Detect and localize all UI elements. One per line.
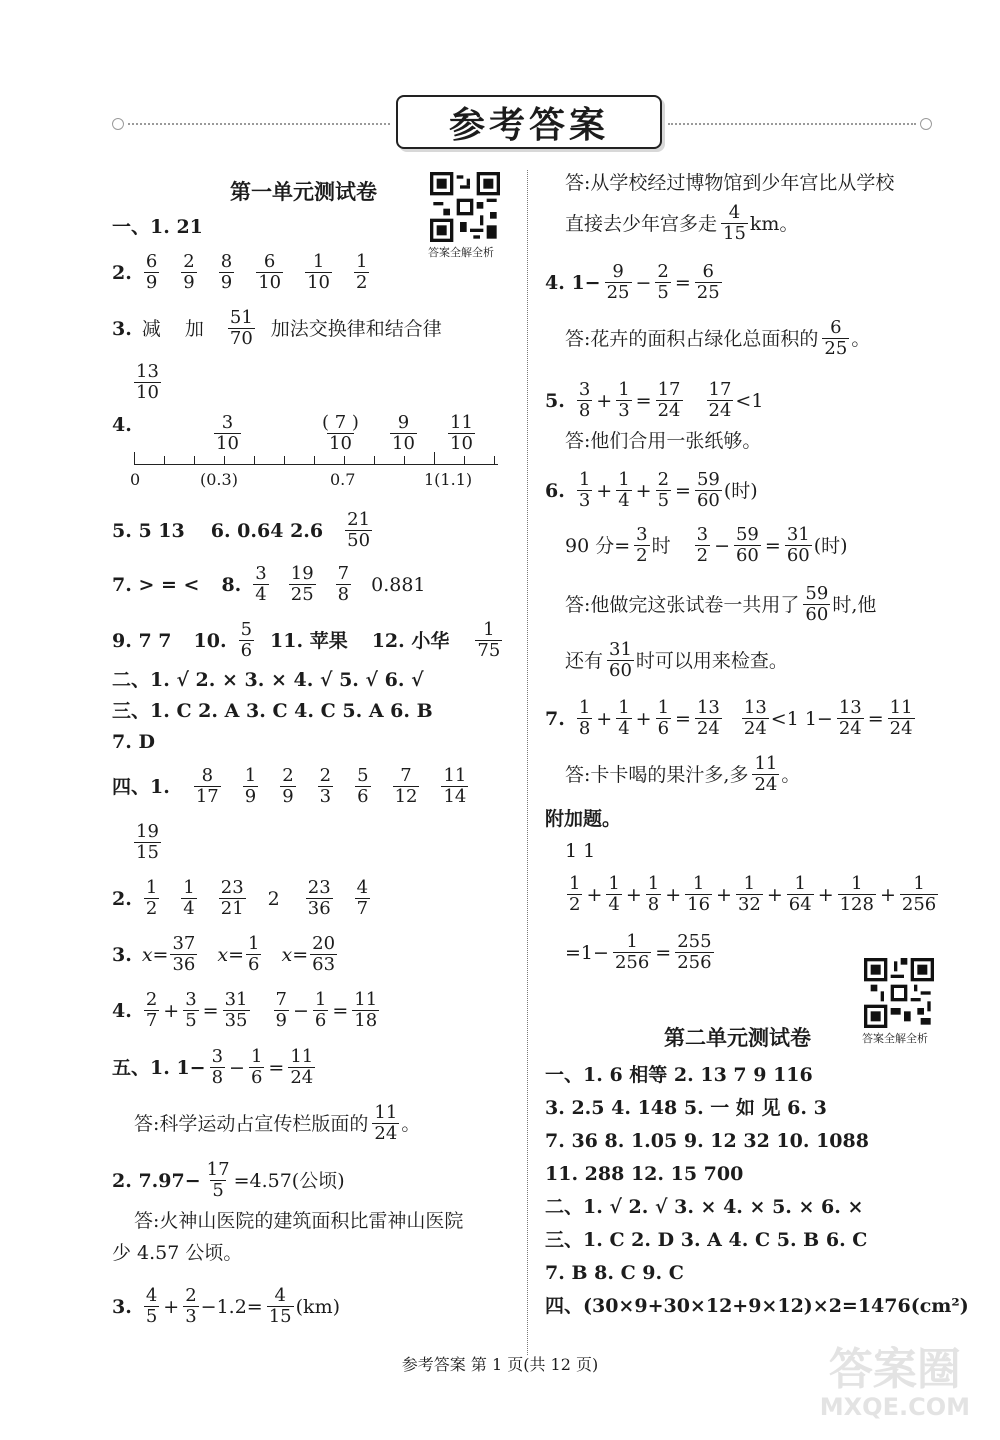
answer-text: 答:他做完这张试卷一共用了 [565, 593, 800, 616]
fraction: $\frac{23}{36}$ [307, 877, 331, 919]
r-q4-label: 4. 1− [545, 271, 601, 294]
u2-row-8: 四、(30×9+30×12+9×12)×2=1476(cm²) [545, 1295, 969, 1317]
u1-four-2-label: 2. [112, 887, 132, 910]
number-line-tick [404, 456, 405, 464]
u1-choice-row-2: 7. D [112, 731, 155, 753]
fraction: $\frac{11}{24}$ [374, 1102, 398, 1144]
u1-row-five-1 [112, 1047, 317, 1088]
fraction: $\frac{1}{75}$ [477, 619, 501, 661]
u1-four-3-label: 3. [112, 943, 132, 966]
page-footer: 参考答案 第 1 页(共 12 页) [401, 1355, 599, 1374]
operator: = [764, 534, 781, 557]
extra-title: 附加题。 [545, 808, 622, 830]
r-answer-6b [565, 640, 798, 681]
u1-q2-label: 2. [112, 261, 132, 284]
variable-x: x= [281, 943, 309, 966]
fraction: $\frac{3}{2}$ [696, 524, 709, 566]
fraction: $\frac{1}{2}$ [356, 251, 368, 293]
number-line-tick [464, 456, 465, 464]
fraction: $\frac{7}{9}$ [275, 989, 287, 1031]
fraction: $\frac{( 7 )}{10}$ [322, 412, 359, 454]
u1-five-3-label: 3. [112, 1295, 132, 1318]
u1-q12: 12. 小华 [371, 629, 450, 652]
r-answer-6a [565, 584, 886, 625]
number-line-tick [134, 452, 135, 464]
u1-answer-2a: 答:火神山医院的建筑面积比雷神山医院 [134, 1210, 464, 1232]
header-left-dash [128, 123, 390, 125]
u1-row-four-3 [112, 934, 339, 975]
u1-row-7 [112, 564, 436, 605]
unit2-title: 第二单元测试卷 [664, 1026, 811, 1050]
fraction: $\frac{23}{21}$ [220, 877, 244, 919]
fraction: $\frac{9}{10}$ [392, 412, 415, 454]
operator: + [817, 883, 834, 906]
number-line-label: 1(1.1) [424, 470, 473, 489]
fraction: $\frac{13}{24}$ [743, 697, 767, 739]
fraction: $\frac{3}{8}$ [211, 1046, 224, 1088]
extra-row-1: 1 1 [565, 840, 596, 862]
fraction: $\frac{17}{5}$ [206, 1159, 230, 1201]
u2-row-4: 11. 288 12. 15 700 [545, 1163, 744, 1185]
fraction: $\frac{5}{6}$ [240, 619, 253, 661]
fraction: $\frac{1}{8}$ [578, 697, 591, 739]
u1-row-3b [132, 362, 163, 403]
number-line-tick [494, 456, 495, 464]
comparison: <1 [735, 389, 764, 412]
qr-code-unit1 [430, 172, 500, 242]
u2-row-5: 二、1. √ 2. √ 3. × 4. × 5. × 6. × [545, 1196, 864, 1218]
fraction: $\frac{1}{16}$ [687, 873, 711, 915]
u1-answer-1 [134, 1103, 430, 1144]
equation-part: 90 分= [565, 534, 631, 557]
r-row-6b [565, 525, 858, 566]
u1-q8-value: 0.881 [371, 573, 426, 596]
u1-q7: 7. > = < [112, 573, 200, 596]
fraction: $\frac{1}{256}$ [614, 931, 650, 973]
fraction: $\frac{13}{24}$ [696, 697, 720, 739]
operator: + [635, 479, 652, 502]
qr-code-unit2 [864, 958, 934, 1028]
u1-q3-c: 加法交换律和结合律 [270, 317, 442, 340]
fraction: $\frac{2}{5}$ [657, 261, 669, 303]
u1-row-four-2 [112, 878, 372, 919]
operator: + [635, 707, 652, 730]
equation-result: =4.57(公顷) [233, 1169, 345, 1192]
fraction: $\frac{3}{2}$ [636, 524, 648, 566]
number-line-tick [434, 452, 435, 464]
fraction: $\frac{8}{9}$ [220, 251, 233, 293]
fraction: $\frac{2}{7}$ [145, 989, 158, 1031]
fraction: $\frac{1}{64}$ [788, 873, 812, 915]
number-line-tick [194, 456, 195, 464]
fraction: $\frac{255}{256}$ [677, 931, 712, 973]
comparison: <1 1− [770, 707, 833, 730]
operator: − [714, 534, 730, 557]
variable-x: x= [141, 943, 169, 966]
r-answer-4 [565, 318, 880, 359]
fraction: $\frac{2}{3}$ [319, 765, 332, 807]
fraction: $\frac{31}{60}$ [609, 639, 632, 681]
fraction: $\frac{21}{50}$ [347, 509, 371, 551]
r-row-6 [545, 470, 768, 511]
column-divider [527, 170, 528, 1355]
fraction: $\frac{3}{8}$ [578, 379, 591, 421]
r-answer-3a: 答:从学校经过博物馆到少年宫比从学校 [565, 172, 895, 194]
operator: + [665, 883, 682, 906]
u2-row-1: 一、1. 6 相等 2. 13 7 9 116 [545, 1064, 813, 1086]
fraction: $\frac{7}{8}$ [337, 563, 350, 605]
unit-text: (时) [813, 534, 848, 557]
u1-q3-label: 3. [112, 317, 132, 340]
fraction: $\frac{1}{10}$ [307, 251, 331, 293]
fraction: $\frac{1}{2}$ [569, 873, 581, 915]
qr-label-unit1: 答案全解全析 [428, 246, 494, 259]
u1-row-1 [112, 214, 213, 240]
operator: = [268, 1056, 285, 1079]
fraction: $\frac{1}{4}$ [618, 697, 630, 739]
fraction: $\frac{31}{35}$ [224, 989, 248, 1031]
fraction: $\frac{51}{70}$ [229, 307, 253, 349]
answer-text: 时,他 [832, 593, 877, 616]
u2-row-7: 7. B 8. C 9. C [545, 1262, 684, 1284]
u1-q9: 9. 7 7 [112, 629, 172, 652]
fraction: $\frac{1}{9}$ [244, 765, 257, 807]
variable-x: x= [217, 943, 245, 966]
operator: = [202, 999, 219, 1022]
fraction: $\frac{3}{10}$ [216, 412, 239, 454]
fraction: $\frac{31}{60}$ [786, 524, 810, 566]
header-right-dot [920, 118, 932, 130]
operator: + [586, 883, 603, 906]
fraction: $\frac{6}{25}$ [696, 261, 720, 303]
extra-row-2 [565, 874, 940, 915]
answer-text: 还有 [565, 649, 604, 672]
page-title: 参考答案 [448, 104, 609, 146]
number-line-tick [254, 456, 255, 464]
number-line-tick [374, 456, 375, 464]
u1-answer-2b: 少 4.57 公顷。 [112, 1242, 243, 1264]
fraction: $\frac{1}{3}$ [618, 379, 630, 421]
fraction: $\frac{3}{4}$ [255, 563, 267, 605]
operator: = [867, 707, 884, 730]
fraction: $\frac{1}{4}$ [183, 877, 195, 919]
r-q7-label: 7. [545, 707, 565, 730]
operator: = [675, 707, 691, 730]
fraction: $\frac{4}{7}$ [356, 877, 369, 919]
fraction: $\frac{1}{6}$ [250, 1046, 263, 1088]
answer-text: 直接去少年宫多走 [565, 212, 718, 235]
fraction: $\frac{3}{5}$ [185, 989, 197, 1031]
u1-q3-a: 减 [141, 317, 161, 340]
header-left-dot [112, 118, 124, 130]
fraction: $\frac{1}{4}$ [608, 873, 620, 915]
number-line-label: 0 [130, 470, 141, 489]
fraction: $\frac{2}{5}$ [657, 469, 670, 511]
u1-row-5 [112, 510, 374, 551]
operator: + [163, 999, 180, 1022]
fraction: $\frac{59}{60}$ [735, 524, 759, 566]
number-line-tick [164, 456, 165, 464]
u1-row-five-2 [112, 1160, 355, 1201]
u1-q5: 5. 5 13 [112, 519, 185, 542]
number-line [134, 464, 498, 465]
fraction: $\frac{11}{18}$ [354, 989, 378, 1031]
u2-row-3: 7. 36 8. 1.05 9. 12 32 10. 1088 [545, 1130, 869, 1152]
operator: − [635, 271, 652, 294]
u1-choice-row: 三、1. C 2. A 3. C 4. C 5. A 6. B [112, 700, 433, 722]
watermark-top: 答案圈 [828, 1344, 961, 1395]
period: 。 [851, 327, 871, 350]
u1-row-four-1b [132, 822, 163, 863]
fraction: $\frac{11}{14}$ [443, 765, 467, 807]
fraction: $\frac{17}{24}$ [657, 379, 681, 421]
equation-part: −1.2= [200, 1295, 263, 1318]
operator: = [675, 479, 691, 502]
operator: + [716, 883, 732, 906]
u1-q6: 6. 0.64 2.6 [210, 519, 324, 542]
number-line-tick [344, 456, 345, 464]
number-line-label: (0.3) [200, 470, 238, 489]
number-line-tick [284, 456, 285, 464]
u1-row-four-1 [112, 766, 470, 807]
fraction: $\frac{6}{9}$ [145, 251, 158, 293]
number-line-tick [314, 456, 315, 464]
u1-five-2-label: 2. 7.97− [112, 1169, 201, 1192]
fraction: $\frac{11}{24}$ [290, 1046, 314, 1088]
u1-row-9 [112, 620, 504, 661]
u1-q8-label: 8. [221, 573, 242, 596]
u1-q4-label: 4. [112, 414, 132, 436]
operator: + [879, 883, 896, 906]
header-right-dash [668, 123, 916, 125]
fraction: $\frac{6}{25}$ [824, 317, 848, 359]
answer-text: 答:花卉的面积占绿化总面积的 [565, 327, 819, 350]
unit-text: (km) [295, 1295, 340, 1318]
fraction: $\frac{1}{256}$ [901, 873, 937, 915]
u2-row-6: 三、1. C 2. D 3. A 4. C 5. B 6. C [545, 1229, 868, 1251]
r-row-7 [545, 698, 917, 739]
operator: = [635, 389, 652, 412]
u1-judge-row: 二、1. √ 2. × 3. × 4. √ 5. √ 6. √ [112, 669, 424, 691]
operator: + [596, 707, 613, 730]
r-answer-3b [565, 203, 808, 244]
fraction: $\frac{9}{25}$ [606, 261, 630, 303]
fraction: $\frac{1}{6}$ [314, 989, 327, 1031]
equation-part: =1− [565, 941, 609, 964]
fraction: $\frac{13}{24}$ [838, 697, 862, 739]
fraction: $\frac{1}{32}$ [737, 873, 761, 915]
operator: = [655, 941, 672, 964]
operator: + [766, 883, 783, 906]
r-q5-label: 5. [545, 389, 565, 412]
fraction: $\frac{59}{60}$ [696, 469, 720, 511]
fraction: $\frac{1}{2}$ [145, 877, 158, 919]
fraction: $\frac{19}{15}$ [136, 821, 159, 863]
watermark-bottom: MXQE.COM [819, 1393, 970, 1421]
u2-row-2: 3. 2.5 4. 148 5. 一 如 见 6. 3 [545, 1097, 827, 1119]
fraction: $\frac{2}{9}$ [183, 251, 195, 293]
u1-row-3 [112, 308, 452, 349]
r-q6-label: 6. [545, 479, 565, 502]
u1-four-4-label: 4. [112, 999, 132, 1022]
fraction: $\frac{1}{6}$ [248, 933, 260, 975]
fraction: $\frac{19}{25}$ [290, 563, 314, 605]
operator: − [292, 999, 309, 1022]
fraction: $\frac{1}{8}$ [647, 873, 660, 915]
fraction: $\frac{37}{36}$ [172, 933, 196, 975]
fraction: $\frac{1}{4}$ [618, 469, 630, 511]
header-title-box [396, 95, 662, 149]
answer-text: 答:卡卡喝的果汁多,多 [565, 763, 749, 786]
operator: + [596, 479, 613, 502]
fraction: $\frac{1}{6}$ [657, 697, 670, 739]
period: 。 [781, 763, 801, 786]
operator: = [674, 271, 691, 294]
unit1-title: 第一单元测试卷 [230, 180, 377, 204]
unit-text: (时) [723, 479, 758, 502]
operator: + [163, 1295, 180, 1318]
operator: + [596, 389, 613, 412]
u1-row-four-4 [112, 990, 381, 1031]
unit-text: 时 [651, 534, 671, 557]
fraction: $\frac{4}{5}$ [145, 1285, 158, 1327]
fraction: $\frac{11}{10}$ [450, 412, 473, 454]
u1-q3-b: 加 [184, 317, 204, 340]
operator: = [332, 999, 349, 1022]
fraction: $\frac{1}{3}$ [578, 469, 591, 511]
u1-row-five-3 [112, 1286, 350, 1327]
fraction: $\frac{7}{12}$ [394, 765, 418, 807]
answer-text: 答:科学运动占宣传栏版面的 [134, 1112, 369, 1135]
fraction: $\frac{2}{9}$ [282, 765, 294, 807]
u1-q1-answer: 一、1. 21 [112, 216, 203, 238]
watermark-logo [820, 1346, 970, 1420]
fraction: $\frac{11}{24}$ [889, 697, 913, 739]
answer-text: 时可以用来检查。 [635, 649, 788, 672]
u1-five-label: 五、1. 1− [112, 1056, 206, 1079]
fraction: $\frac{17}{24}$ [708, 379, 732, 421]
unit-text: km。 [749, 212, 799, 235]
r-row-5 [545, 380, 773, 421]
fraction: $\frac{4}{15}$ [723, 202, 746, 244]
fraction: $\frac{8}{17}$ [195, 765, 219, 807]
number-line-label: 0.7 [330, 470, 356, 489]
fraction: $\frac{6}{10}$ [258, 251, 282, 293]
period: 。 [401, 1112, 421, 1135]
r-answer-7 [565, 754, 810, 795]
fraction: $\frac{11}{24}$ [754, 753, 778, 795]
u1-q10-label: 10. [193, 629, 227, 652]
fraction: $\frac{5}{6}$ [357, 765, 369, 807]
u1-four-label: 四、1. [112, 775, 170, 798]
fraction: $\frac{1}{128}$ [839, 873, 874, 915]
r-row-4 [545, 262, 724, 303]
fraction: $\frac{13}{10}$ [136, 361, 159, 403]
number-line-tick [224, 456, 225, 464]
fraction: $\frac{20}{63}$ [312, 933, 336, 975]
operator: − [229, 1056, 245, 1079]
fraction: $\frac{4}{15}$ [268, 1285, 292, 1327]
number: 2 [267, 887, 280, 910]
qr-label-unit2: 答案全解全析 [862, 1032, 928, 1045]
extra-row-3 [565, 932, 716, 973]
u1-row-2 [112, 252, 371, 293]
fraction: $\frac{59}{60}$ [805, 583, 829, 625]
fraction: $\frac{2}{3}$ [185, 1285, 197, 1327]
operator: + [625, 883, 642, 906]
u1-q11: 11. 苹果 [270, 629, 348, 652]
r-answer-5: 答:他们合用一张纸够。 [565, 430, 762, 452]
